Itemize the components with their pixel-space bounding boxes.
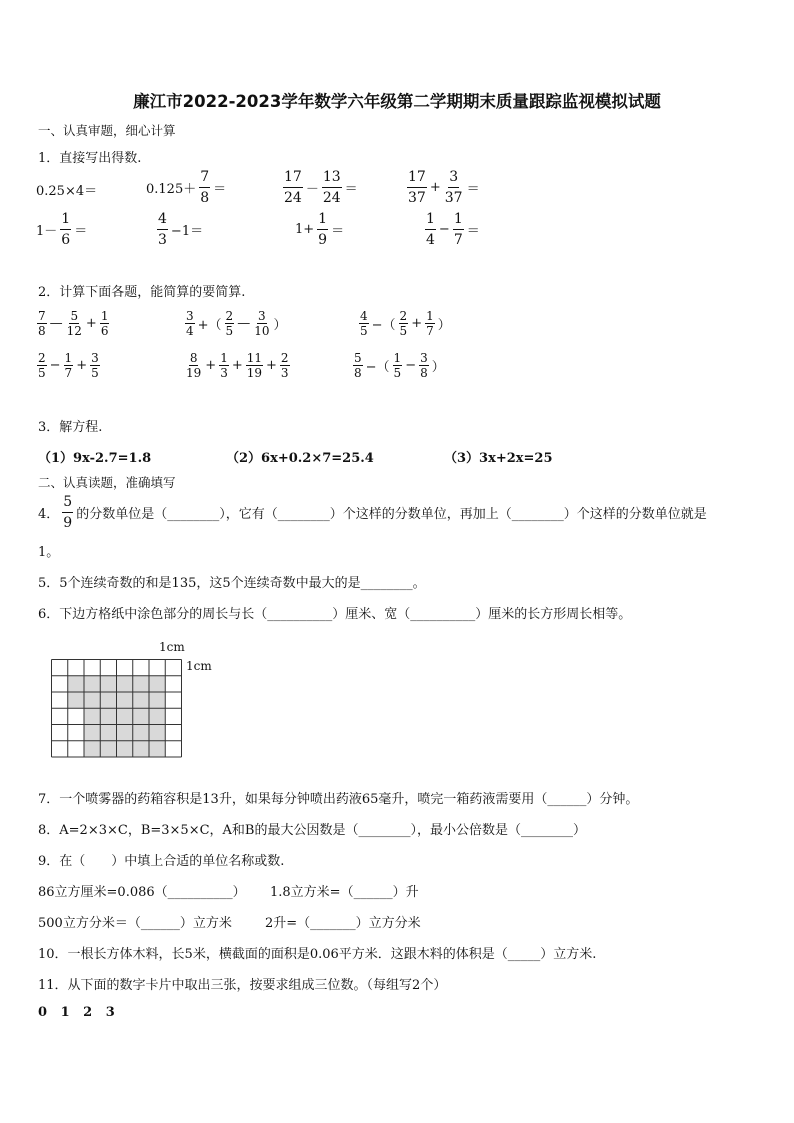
- q1-item-5: [36, 212, 87, 247]
- shaded-cell: [68, 692, 84, 708]
- shaded-cell: [133, 708, 149, 724]
- fraction: $\frac{1}{9}$: [318, 211, 328, 248]
- fraction: $\frac{1}{6}$: [100, 309, 109, 338]
- q2-expr-4: [36, 352, 101, 379]
- q1-item-3: [282, 170, 358, 205]
- q9-part-a: 86立方厘米=0.086（__________）: [38, 885, 246, 900]
- fraction: $\frac{1}{3}$: [220, 351, 228, 380]
- number-card: 0: [38, 1005, 48, 1020]
- shaded-cell: [84, 741, 100, 757]
- fraction: $\frac{3}{8}$: [420, 351, 428, 380]
- expr-text: 1－: [36, 224, 58, 239]
- fraction: $\frac{4}{3}$: [158, 211, 167, 248]
- expr-text: +: [205, 358, 217, 373]
- shaded-cell: [68, 676, 84, 692]
- expr-text: +: [411, 316, 423, 331]
- fraction: $\frac{17}{37}$: [408, 169, 426, 206]
- expr-text: 1+: [295, 222, 315, 237]
- page-title: 廉江市2022-2023学年数学六年级第二学期期末质量跟踪监视模拟试题: [133, 92, 661, 111]
- shaded-cell: [100, 741, 116, 757]
- fraction: $\frac{5}{8}$: [354, 351, 362, 380]
- number-card: 2: [83, 1005, 93, 1020]
- unit-label-side: 1cm: [186, 659, 212, 673]
- q1-item-1: [36, 180, 97, 199]
- expr-text: +: [266, 358, 277, 373]
- fraction: $\frac{3}{37}$: [444, 169, 463, 206]
- fraction: $\frac{3}{4}$: [186, 309, 194, 338]
- fraction: $\frac{1}{6}$: [61, 211, 71, 248]
- fraction: $\frac{11}{19}$: [246, 351, 263, 380]
- expr-text: ＝: [466, 224, 480, 239]
- fraction: $\frac{1}{7}$: [453, 211, 463, 248]
- expr-text: −: [405, 358, 417, 373]
- q1-item-7: [295, 212, 344, 247]
- shaded-cell: [100, 676, 116, 692]
- shaded-cell: [133, 692, 149, 708]
- number-cards: [38, 1005, 115, 1020]
- section-1-heading: 一、认真审题，细心计算: [38, 123, 176, 138]
- fraction: $\frac{3}{10}$: [254, 309, 270, 338]
- expr-text: ＝: [344, 182, 358, 197]
- fraction: $\frac{2}{5}$: [38, 351, 46, 380]
- shaded-cell: [84, 725, 100, 741]
- q1-item-8: [424, 212, 480, 247]
- q4-continuation: 1。: [38, 545, 60, 560]
- q9-part-c: 500立方分米＝（______）立方米: [38, 916, 232, 931]
- q3-equation-1: （1）9x-2.7=1.8: [38, 451, 152, 466]
- q9-label: 9．在（ ）中填上合适的单位名称或数.: [38, 854, 285, 869]
- fraction: $\frac{1}{4}$: [426, 211, 435, 248]
- number-card: 3: [105, 1005, 115, 1020]
- shaded-cell: [84, 676, 100, 692]
- q3-equation-2: （2）6x+0.2×7=25.4: [226, 451, 374, 466]
- q1-item-2: [146, 170, 226, 205]
- q2-expr-5: [184, 352, 291, 379]
- fraction: $\frac{2}{5}$: [399, 309, 408, 338]
- fraction: $\frac{1}{7}$: [64, 351, 73, 380]
- shaded-cell: [133, 676, 149, 692]
- shaded-cell: [117, 741, 133, 757]
- q6: 6．下边方格纸中涂色部分的周长与长（__________）厘米、宽（__________）厘米的长方形周长相等。: [38, 607, 632, 622]
- fraction: $\frac{1}{7}$: [426, 309, 434, 338]
- expr-text: 0.125＋: [146, 182, 197, 197]
- q4-text: 的分数单位是（________），它有（________）个这样的分数单位，再加上（________）个这样的分数单位就是: [76, 507, 707, 522]
- fraction: $\frac{5}{12}$: [66, 309, 82, 338]
- fraction: $\frac{13}{24}$: [322, 169, 341, 206]
- fraction: $\frac{1}{5}$: [393, 351, 402, 380]
- expr-text: +: [85, 316, 97, 331]
- q11: 11．从下面的数字卡片中取出三张，按要求组成三位数。（每组写2个）: [38, 978, 447, 993]
- shaded-cell: [133, 741, 149, 757]
- q2-label: 2．计算下面各题，能简算的要简算.: [38, 285, 246, 300]
- q1-label: 1．直接写出得数.: [38, 151, 142, 166]
- section-2-heading: 二、认真读题，准确填写: [38, 475, 176, 490]
- fraction: $\frac{8}{19}$: [186, 351, 202, 380]
- expr-text: +: [76, 358, 88, 373]
- fraction: $\frac{7}{8}$: [200, 169, 210, 206]
- number-card: 1: [60, 1005, 70, 1020]
- q2-expr-1: [36, 310, 110, 337]
- shaded-cell: [84, 692, 100, 708]
- q9-part-b: 1.8立方米=（______）升: [270, 885, 419, 900]
- shaded-cell: [149, 708, 165, 724]
- fraction: $\frac{4}{5}$: [360, 309, 368, 338]
- expr-text: −（: [365, 360, 390, 375]
- expr-text: −: [49, 358, 61, 373]
- q3-label: 3．解方程.: [38, 420, 103, 435]
- expr-text: —: [49, 316, 63, 331]
- expr-text: −: [438, 222, 450, 237]
- shaded-cell: [100, 725, 116, 741]
- q1-item-4: [406, 170, 480, 205]
- expr-text: ）: [431, 360, 445, 375]
- expr-text: ＝: [331, 224, 345, 239]
- shaded-cell: [149, 692, 165, 708]
- q2-expr-3: [358, 310, 451, 337]
- shaded-cell: [149, 725, 165, 741]
- expr-text: +: [231, 358, 243, 373]
- fraction: $\frac{17}{24}$: [284, 169, 302, 206]
- expr-text: —: [237, 316, 251, 331]
- fraction: $\frac{5}{9}$: [63, 494, 73, 531]
- q2-expr-2: [184, 310, 286, 337]
- fraction: $\frac{7}{8}$: [38, 309, 46, 338]
- shaded-cell: [100, 692, 116, 708]
- expr-text: －: [305, 182, 319, 197]
- shaded-cell: [117, 725, 133, 741]
- expr-text: −（: [371, 318, 396, 333]
- q4-number: 4．: [38, 507, 60, 522]
- expr-text: ＝: [74, 224, 88, 239]
- q2-expr-6: [352, 352, 445, 379]
- expr-text: ＝: [466, 182, 480, 197]
- q5: 5．5个连续奇数的和是135，这5个连续奇数中最大的是________。: [38, 576, 426, 591]
- shaded-cell: [100, 708, 116, 724]
- shaded-cell: [149, 676, 165, 692]
- q3-equation-3: （3）3x+2x=25: [444, 451, 553, 466]
- expr-text: ）: [273, 318, 287, 333]
- q10: 10．一根长方体木料，长5米，横截面的面积是0.06平方米．这跟木料的体积是（_____）立方米.: [38, 947, 597, 962]
- q1-item-6: [156, 212, 203, 247]
- q8: 8．A=2×3×C，B=3×5×C，A和B的最大公因数是（________），最小公倍数是（________）: [38, 823, 586, 838]
- fraction: $\frac{2}{5}$: [225, 309, 234, 338]
- q9-part-d: 2升=（_______）立方分米: [265, 916, 421, 931]
- expr-text: +（: [197, 318, 222, 333]
- unit-label-top: 1cm: [159, 640, 185, 654]
- expr-text: ＝: [213, 182, 227, 197]
- shaded-cell: [117, 708, 133, 724]
- shaded-cell: [133, 725, 149, 741]
- shaded-cell: [117, 692, 133, 708]
- q1-r1c1: 0.25×4＝: [36, 184, 98, 199]
- square-grid-figure: [51, 659, 183, 759]
- q7: 7．一个喷雾器的药箱容积是13升，如果每分钟喷出药液65毫升，喷完一箱药液需要用（______）分钟。: [38, 792, 639, 807]
- shaded-cell: [117, 676, 133, 692]
- q4: [38, 495, 707, 530]
- shaded-cell: [149, 741, 165, 757]
- shaded-cell: [84, 708, 100, 724]
- fraction: $\frac{2}{3}$: [280, 351, 289, 380]
- expr-text: ）: [437, 318, 451, 333]
- fraction: $\frac{3}{5}$: [91, 351, 99, 380]
- expr-text: +: [429, 180, 441, 195]
- expr-text: −1＝: [170, 224, 204, 239]
